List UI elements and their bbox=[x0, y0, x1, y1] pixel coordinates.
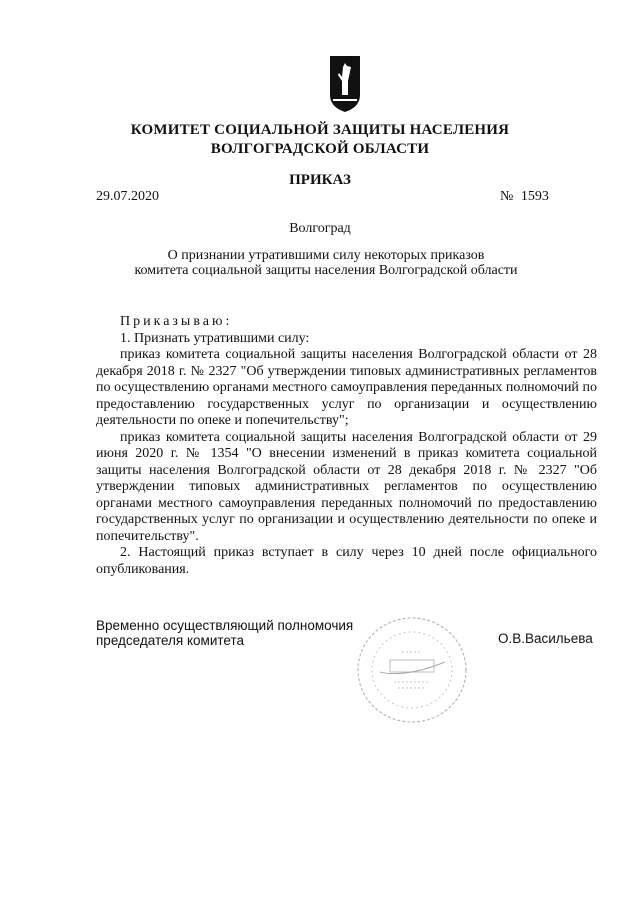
official-seal-icon bbox=[350, 612, 475, 730]
signatory-position-line1: Временно осуществляющий полномочия bbox=[96, 618, 354, 633]
document-subject bbox=[0, 248, 640, 278]
order-word: Приказываю: bbox=[120, 314, 233, 329]
paragraph-order-1354: приказ комитета социальной защиты населения Волгоградской области от 29 июня 2020 г. № 1354 "О внесении изменений в приказ комитета социальной защиты населения Волгоградской области от 28 декабря 2018 г. № 2327 "Об утверждении типовых административных регламентов по осуществлению органами местного самоуправления переданных полномочий по предоставлению государственных услуг по организации и осуществлению деятельности по опеке и попечительству". bbox=[96, 429, 597, 544]
organization-name-line1: КОМИТЕТ СОЦИАЛЬНОЙ ЗАЩИТЫ НАСЕЛЕНИЯ bbox=[130, 122, 510, 138]
signatory-name: О.В.Васильева bbox=[498, 631, 593, 646]
document-number: № 1593 bbox=[500, 189, 549, 204]
document-city: Волгоград bbox=[289, 221, 351, 236]
document-date: 29.07.2020 bbox=[96, 189, 159, 204]
organization-name bbox=[0, 121, 640, 159]
subject-line2: комитета социальной защиты населения Волгоградской области bbox=[134, 263, 518, 278]
organization-name-line2: ВОЛГОГРАДСКОЙ ОБЛАСТИ bbox=[210, 141, 430, 157]
paragraph-order-2327: приказ комитета социальной защиты населения Волгоградской области от 28 декабря 2018 г. № 2327 "Об утверждении типовых административных регламентов по осуществлению органами местного самоуправления переданных полномочий по предоставлению государственных услуг по организации и осуществлению деятельности по опеке и попечительству"; bbox=[96, 347, 597, 428]
item-1: 1. Признать утратившими силу: bbox=[120, 330, 310, 346]
document-body bbox=[96, 314, 597, 578]
document-type: ПРИКАЗ bbox=[289, 172, 351, 188]
volgograd-emblem-icon bbox=[329, 55, 361, 113]
item-2: 2. Настоящий приказ вступает в силу через 10 дней после официального опубликования. bbox=[96, 545, 597, 577]
signatory-position-line2: председателя комитета bbox=[96, 633, 245, 648]
subject-line1: О признании утратившими силу некоторых приказов bbox=[167, 248, 485, 263]
